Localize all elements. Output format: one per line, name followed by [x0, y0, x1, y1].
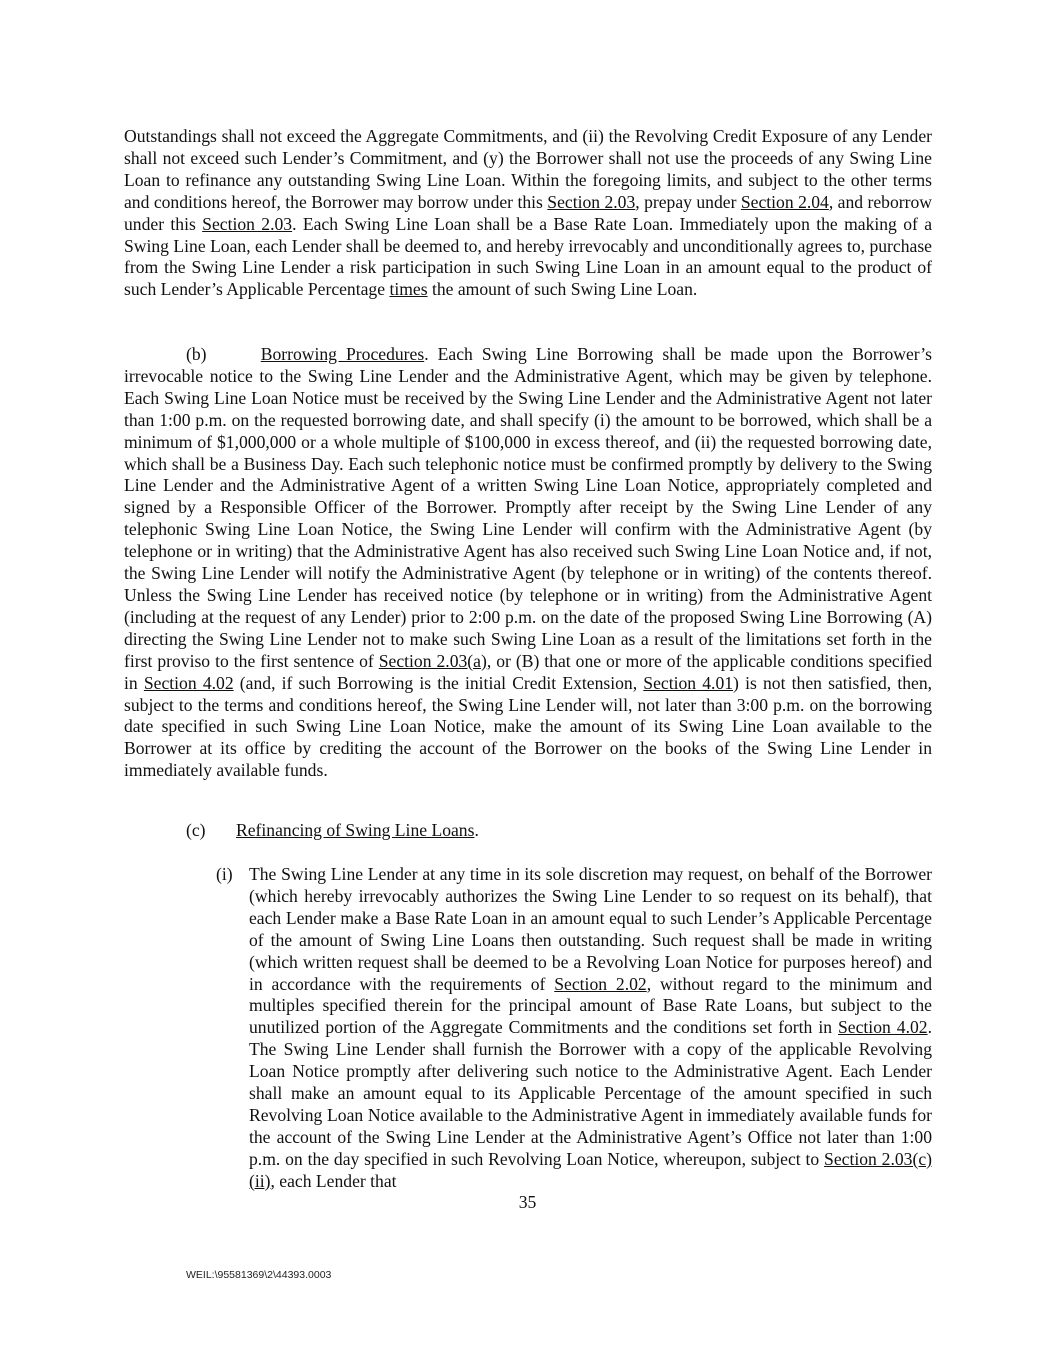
paragraph-continuation: Outstandings shall not exceed the Aggregate Commitments, and (ii) the Revolving Credit Exposure of any Lender shall not exceed such Lender’s Commitment, and (y) the Borrower shall not use the proceeds of any Swing Line Loan to refinance any outstanding Swing Line Loan. Within the foregoing limits, and subject to the other terms and conditions hereof, the Borrower may borrow under this Section 2.03, prepay under Section 2.04, and reborrow under this Section 2.03. Each Swing Line Loan shall be a Base Rate Loan. Immediately upon the making of a Swing Line Loan, each Lender shall be deemed to, and hereby irrevocably and unconditionally agrees to, purchase from the Swing Line Lender a risk participation in such Swing Line Loan in an amount equal to the product of such Lender’s Applicable Percentage times the amount of such Swing Line Loan. — [124, 126, 933, 300]
section-ref-2-03-c-ii: Section 2.03(c)(ii) — [249, 1148, 932, 1191]
paragraph-heading: Borrowing Procedures — [260, 344, 425, 364]
paragraph-label: (b) — [186, 344, 207, 364]
paragraph-b-borrowing-procedures: (b) Borrowing Procedures. Each Swing Line Borrowing shall be made upon the Borrower’s irrevocable notice to the Swing Line Lender and the Administrative Agent, which may be given by telephone. Each Swing Line Loan Notice must be received by the Swing Line Lender and the Administrative Agent not later than 1:00 p.m. on the requested borrowing date, and shall specify (i) the amount to be borrowed, which shall be a minimum of $1,000,000 or a whole multiple of $100,000 in excess thereof, and (ii) the requested borrowing date, which shall be a Business Day. Each such telephonic notice must be confirmed promptly by delivery to the Swing Line Lender and the Administrative Agent of a written Swing Line Loan Notice, appropriately completed and signed by a Responsible Officer of the Borrower. Promptly after receipt by the Swing Line Lender of any telephonic Swing Line Loan Notice, the Swing Line Lender will confirm with the Administrative Agent (by telephone or in writing) that the Administrative Agent has also received such Swing Line Loan Notice and, if not, the Swing Line Lender will notify the Administrative Agent (by telephone or in writing) of the contents thereof. Unless the Swing Line Lender has received notice (by telephone or in writing) from the Administrative Agent (including at the request of any Lender) prior to 2:00 p.m. on the date of the proposed Swing Line Borrowing (A) directing the Swing Line Lender not to make such Swing Line Loan as a result of the limitations set forth in the first proviso to the first sentence of Section 2.03(a), or (B) that one or more of the applicable conditions specified in Section 4.02 (and, if such Borrowing is the initial Credit Extension, Section 4.01) is not then satisfied, then, subject to the terms and conditions hereof, the Swing Line Lender will, not later than 3:00 p.m. on the borrowing date specified in such Swing Line Loan Notice, make the amount of its Swing Line Loan available to the Borrower at its office by crediting the account of the Borrower on the books of the Swing Line Lender in immediately available funds. — [124, 344, 933, 781]
paragraph-heading: Refinancing of Swing Line Loans — [236, 820, 475, 840]
paragraph-label: (c) — [186, 820, 206, 840]
section-ref-2-03: Section 2.03 — [547, 191, 636, 212]
paragraph-c-i: (i) The Swing Line Lender at any time in its sole discretion may request, on behalf of the Borrower (which hereby irrevocably authorizes the Swing Line Lender to so request on its behalf), that each Lender make a Base Rate Loan in an amount equal to such Lender’s Applicable Percentage of the amount of Swing Line Loans then outstanding. Such request shall be made in writing (which written request shall be deemed to be a Revolving Loan Notice for purposes hereof) and in accordance with the requirements of Section 2.02, without regard to the minimum and multiples specified therein for the principal amount of Base Rate Loans, but subject to the unutilized portion of the Aggregate Commitments and the conditions set forth in Section 4.02. The Swing Line Lender shall furnish the Borrower with a copy of the applicable Revolving Loan Notice promptly after delivering such notice to the Administrative Agent. Each Lender shall make an amount equal to its Applicable Percentage of the amount specified in such Revolving Loan Notice available to the Administrative Agent in immediately available funds for the account of the Swing Line Lender at the Administrative Agent’s Office not later than 1:00 p.m. on the day specified in such Revolving Loan Notice, whereupon, subject to Section 2.03(c)(ii), each Lender that — [216, 864, 932, 1191]
section-ref-2-02: Section 2.02 — [554, 973, 647, 994]
paragraph-label: (i) — [216, 864, 233, 884]
section-ref-4-02: Section 4.02 — [143, 672, 234, 693]
page-number: 35 — [518, 1192, 537, 1212]
emphasis-times: times — [389, 279, 428, 300]
section-ref-2-04: Section 2.04 — [740, 191, 829, 212]
section-ref-2-03-a: Section 2.03(a) — [378, 650, 487, 671]
paragraph-c-heading: (c) Refinancing of Swing Line Loans. — [186, 820, 479, 840]
document-footer-reference: WEIL:\95581369\2\44393.0003 — [186, 1269, 332, 1281]
section-ref-4-01: Section 4.01 — [643, 672, 734, 693]
section-ref-2-03: Section 2.03 — [202, 213, 293, 234]
section-ref-4-02: Section 4.02 — [838, 1017, 928, 1038]
